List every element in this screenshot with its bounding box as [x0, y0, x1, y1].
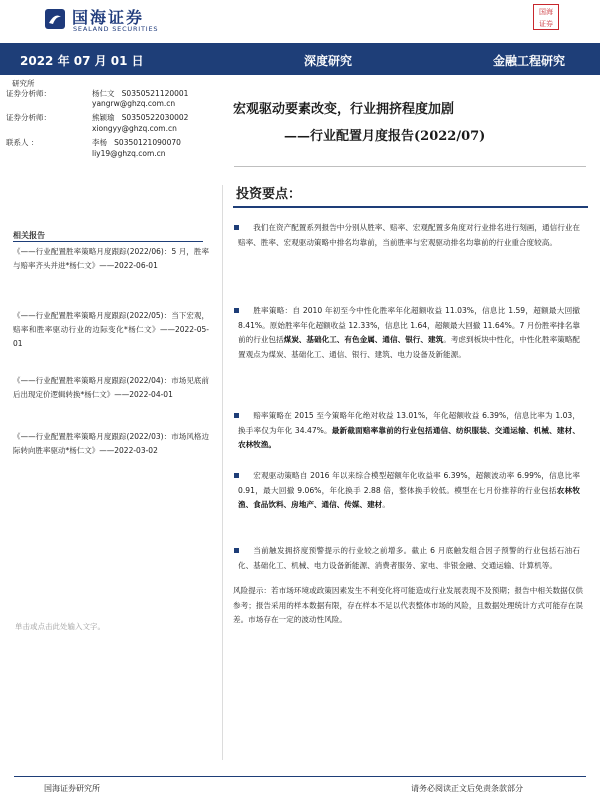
analyst-heading: 研究所 [12, 79, 35, 88]
related-heading: 相关报告 [13, 231, 45, 240]
footer-rule [14, 776, 586, 777]
related-report[interactable]: 《——行业配置胜率策略月度跟踪(2022/06)：5 月，胜率与赔率齐头并进*杨仁文》——2022-06-01 [13, 247, 209, 270]
analyst-email[interactable]: liy19@ghzq.com.cn [92, 149, 166, 158]
bullet-icon [234, 225, 239, 230]
report-type: 深度研究 [304, 54, 353, 68]
analyst-role: 联系人 ： [6, 138, 39, 147]
analyst-role: 证券分析师： [6, 89, 51, 98]
related-report[interactable]: 《——行业配置胜率策略月度跟踪(2022/03)：市场风格边际转向胜率驱动*杨仁文》——2022-03-02 [13, 432, 209, 455]
divider [13, 241, 203, 242]
analyst-email[interactable]: yangrw@ghzq.com.cn [92, 99, 176, 108]
risk-warning: 风险提示：若市场环境或政策因素发生不利变化将可能造成行业发展表现不及预期；报告中相关数据仅供参考；报告采用的样本数据有限，存在样本不足以代表整体市场的风险，且数据处理统计方式可能存在误差。市场存在一定的波动性风险。 [233, 586, 583, 624]
report-date: 2022 年 07 月 01 日 [20, 54, 144, 68]
analyst-name: 熊颖瑜 S0350522030002 [92, 113, 189, 122]
divider [234, 166, 586, 167]
company-seal: 国海 证券 [533, 4, 559, 30]
divider [233, 206, 588, 208]
report-title: 宏观驱动要素改变，行业拥挤程度加剧 [233, 102, 455, 117]
analyst-name: 李杨 S0350121090070 [92, 138, 181, 147]
key-point: 我们在资产配置系列报告中分别从胜率、赔率、宏观配置多角度对行业排名进行刻画，通信行业在赔率、胜率、宏观驱动策略中排名均靠前，当前胜率与宏观驱动排名均靠前的行业重合度较高。 [238, 221, 580, 250]
key-points-heading: 投资要点： [236, 187, 302, 202]
bullet-icon [234, 413, 239, 418]
key-point: 赔率策略在 2015 至今策略年化绝对收益 13.01%，年化超额收益 6.39%，信息比率为 1.03，换手率仅为年化 34.47%。最新截面赔率靠前的行业包括通信、纺织服装、交通运输、机械、建材、农林牧渔。 [238, 409, 580, 453]
analyst-cert: S0350521120001 [121, 89, 189, 98]
bullet-icon [234, 308, 239, 313]
logo-icon [44, 8, 66, 30]
analyst-role: 证券分析师： [6, 113, 51, 122]
related-report[interactable]: 《——行业配置胜率策略月度跟踪(2022/04)：市场见底前后出现定价逻辑转换*杨仁文》——2022-04-01 [13, 376, 209, 399]
key-point: 宏观驱动策略自 2016 年以来综合模型超额年化收益率 6.39%，超额波动率 6.99%，信息比率 0.91，最大回撤 9.06%，年化换手 2.88 倍，整体换手较低。模型在七月份推荐的行业包括农林牧渔、食品饮料、房地产、通信、传媒、建材。 [238, 469, 580, 513]
footer-disclaimer: 请务必阅读正文后免责条款部分 [411, 784, 523, 793]
key-point: 胜率策略：自 2010 年初至今中性化胜率年化超额收益 11.03%，信息比 1.59，超额最大回撤 8.41%。原始胜率年化超额收益 12.33%，信息比 1.64，超额最大回撤 11.64%。7 月份胜率排名靠前的行业包括煤炭、基础化工、有色金属、通信、银行、建筑。考虑到板块中性化，中性化胜率策略配置观点为煤炭、基础化工、通信、银行、建筑、电力设备及新能源。 [238, 304, 580, 362]
bullet-icon [234, 548, 239, 553]
related-report[interactable]: 《——行业配置胜率策略月度跟踪(2022/05)：当下宏观，赔率和胜率驱动行业的边际变化*杨仁文》——2022-05-01 [13, 311, 209, 348]
report-category: 金融工程研究 [493, 54, 566, 68]
column-divider [222, 185, 223, 760]
analyst-name: 杨仁文 S0350521120001 [92, 89, 189, 98]
report-subtitle: ——行业配置月度报告(2022/07) [284, 129, 486, 144]
logo-text-cn: 国海证券 [72, 8, 145, 27]
logo-text-en: SEALAND SECURITIES [73, 25, 159, 33]
analyst-cert: S0350121090070 [114, 138, 181, 147]
key-point: 当前触发拥挤度预警提示的行业较之前增多。截止 6 月底触发组合因子预警的行业包括石油石化、基础化工、机械、电力设备新能源、消费者服务、家电、非银金融、交通运输、计算机等。 [238, 544, 580, 573]
bullet-icon [234, 473, 239, 478]
placeholder-text[interactable]: 单击或点击此处输入文字。 [15, 622, 105, 631]
footer-institute: 国海证券研究所 [44, 784, 100, 793]
analyst-email[interactable]: xiongyy@ghzq.com.cn [92, 124, 177, 133]
analyst-cert: S0350522030002 [121, 113, 189, 122]
